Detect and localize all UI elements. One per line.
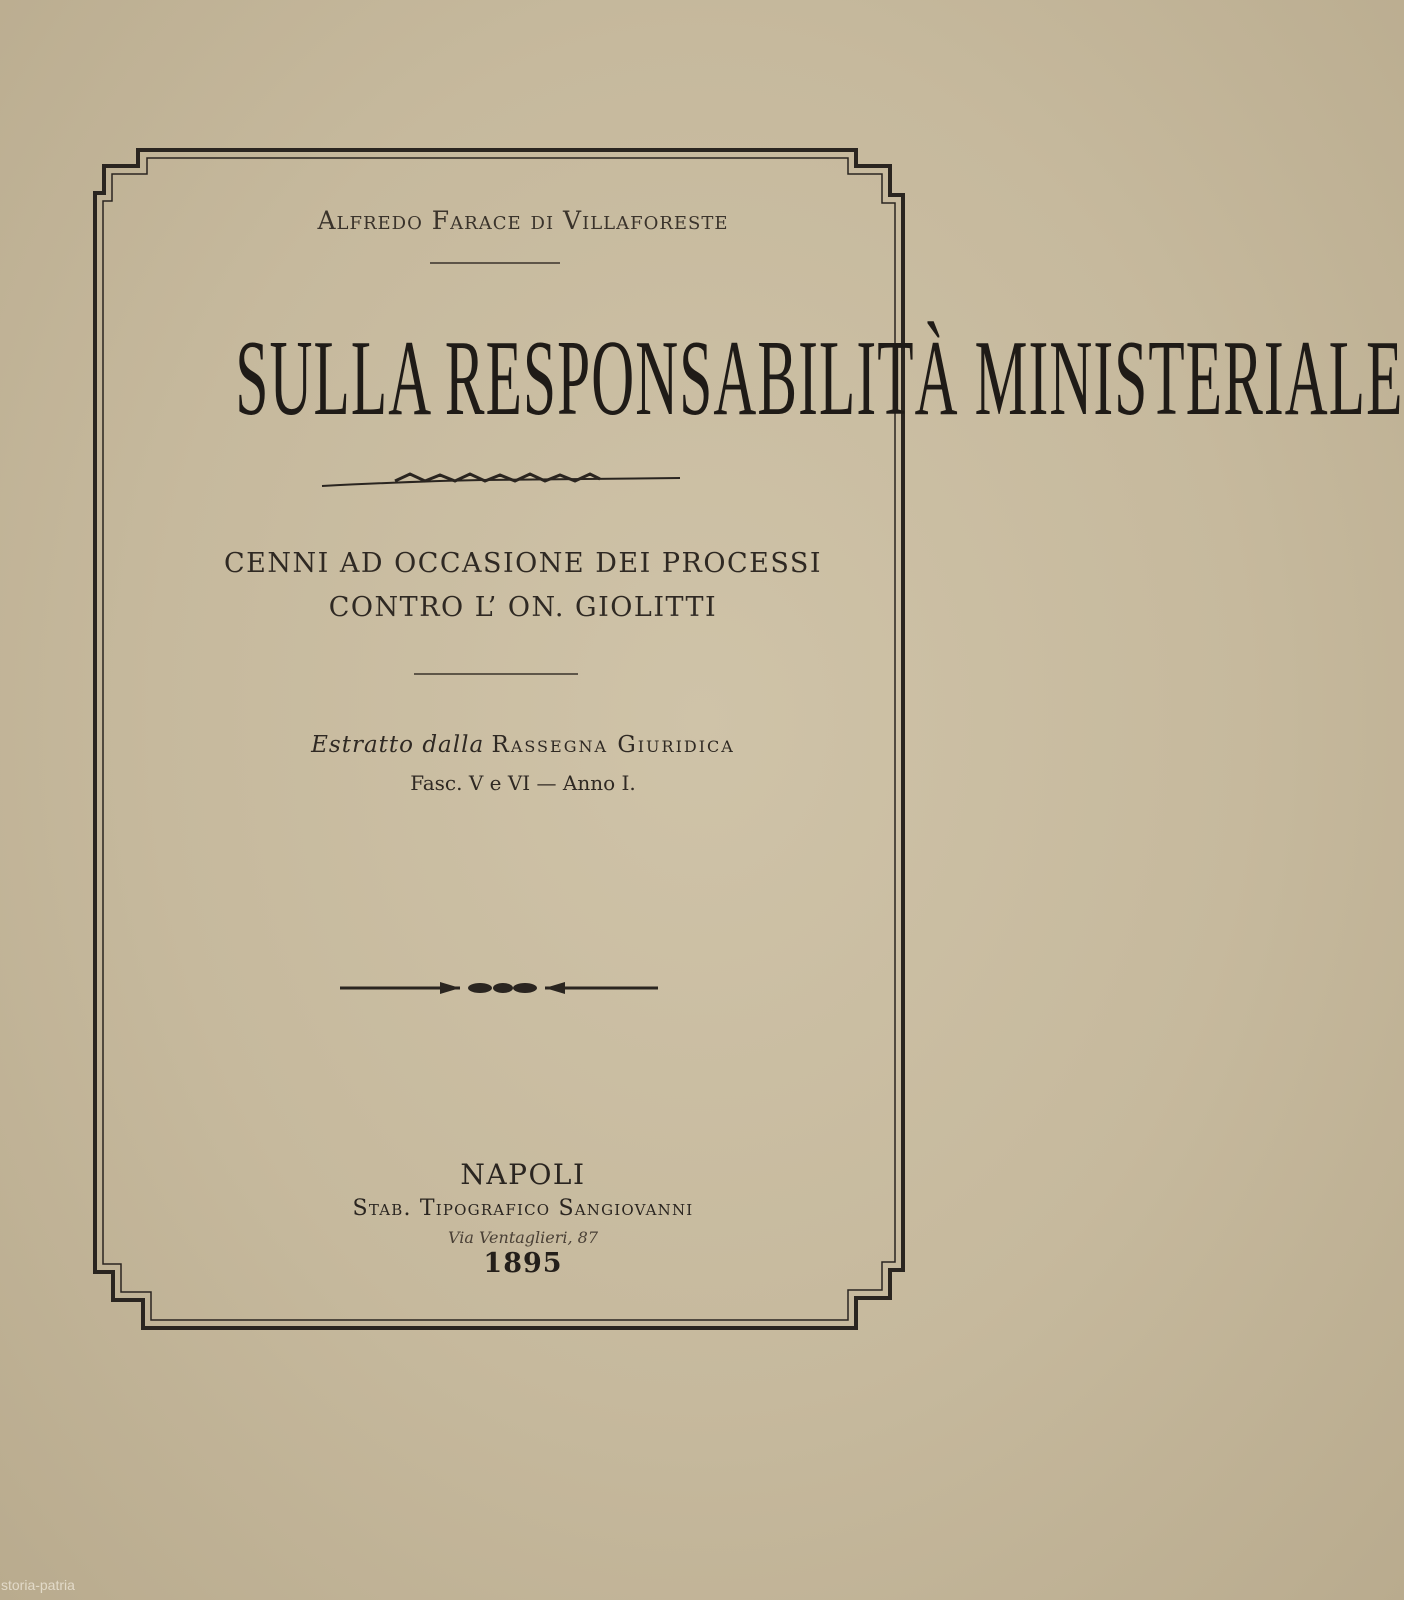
extract-note [0, 732, 1046, 758]
author-name: Alfredo Farace di Villaforeste [317, 206, 729, 235]
ornament-lower [340, 982, 658, 994]
issue-info: Fasc. V e VI — Anno I. [410, 771, 636, 795]
watermark: storia-patria [1, 1577, 75, 1593]
book-title: SULLA RESPONSABILITÀ MINISTERIALE [235, 319, 1404, 438]
printer-address: Via Ventaglieri, 87 [447, 1228, 599, 1247]
subtitle-line-2: CONTRO L’ ON. GIOLITTI [328, 592, 718, 623]
printer-name: Stab. Tipografico Sangiovanni [352, 1196, 694, 1221]
publication-year: 1895 [483, 1248, 563, 1279]
extract-prefix: Estratto dalla [311, 732, 485, 758]
journal-name: Rassegna Giuridica [491, 732, 735, 758]
publisher-city: NAPOLI [460, 1158, 586, 1191]
ornament-under-title [322, 474, 680, 486]
subtitle-line-1: CENNI AD OCCASIONE DEI PROCESSI [223, 548, 823, 579]
